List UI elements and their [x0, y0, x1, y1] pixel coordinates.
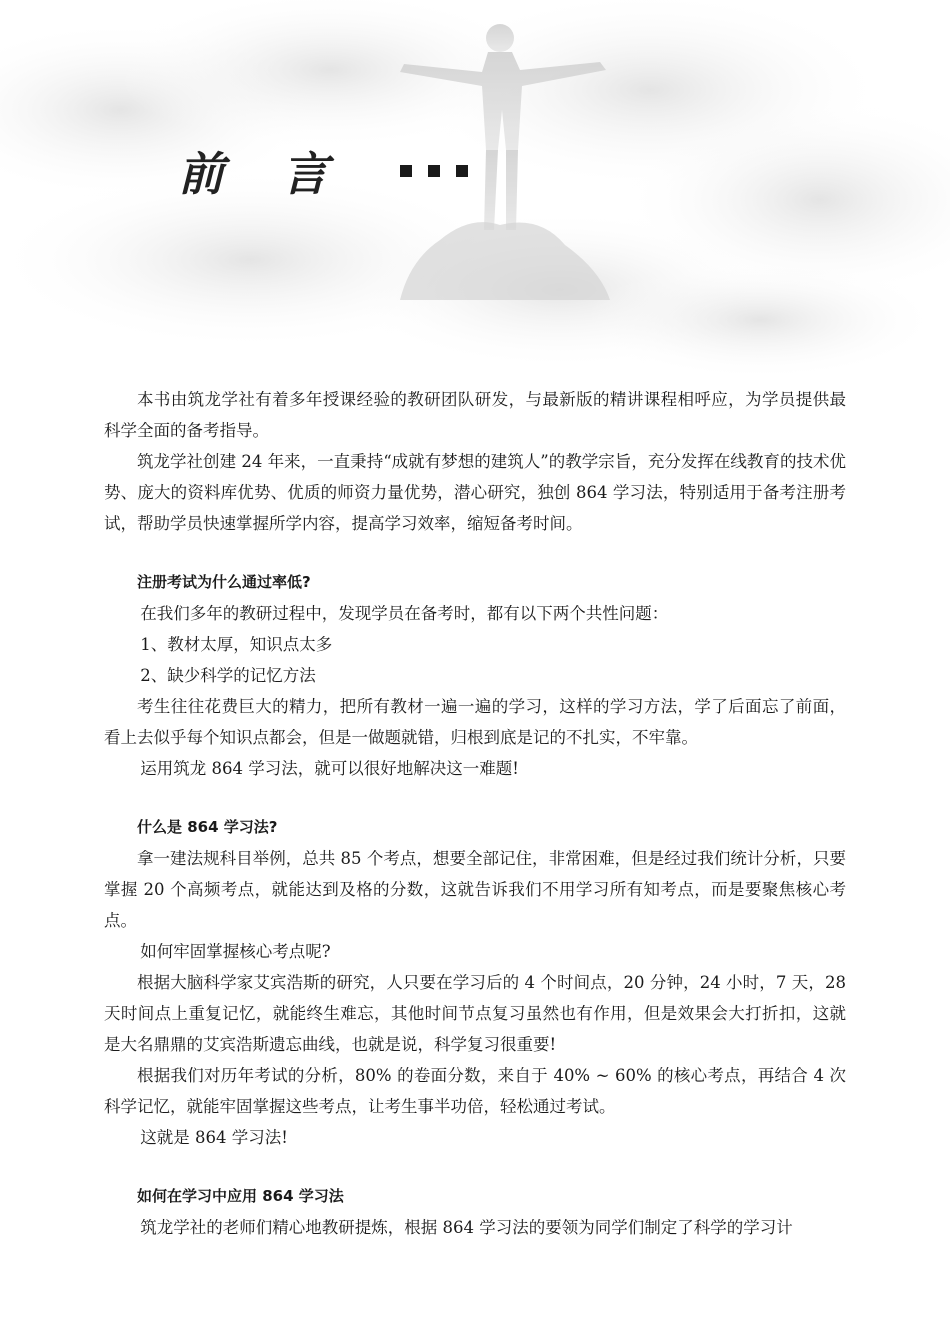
title-char-yan: 言	[282, 147, 328, 201]
dot-3	[456, 165, 468, 177]
header-illustration	[0, 0, 950, 380]
page-title	[178, 138, 468, 204]
dot-2	[428, 165, 440, 177]
preface-body	[104, 384, 846, 1243]
dot-1	[400, 165, 412, 177]
section-heading-apply-method: 如何在学习中应用 864 学习法	[137, 1187, 344, 1205]
list-item-2: 2、缺少科学的记忆方法	[140, 666, 316, 685]
title-char-qian: 前	[178, 147, 224, 201]
section-heading-864-method: 什么是 864 学习法?	[137, 818, 278, 836]
section-heading-pass-rate: 注册考试为什么通过率低?	[137, 573, 311, 591]
section2-paragraph-5: 这就是 864 学习法!	[140, 1128, 288, 1147]
section2-paragraph-2: 如何牢固掌握核心考点呢?	[140, 942, 331, 961]
section3-paragraph-1: 筑龙学社的老师们精心地教研提炼，根据 864 学习法的要领为同学们制定了科学的学习计	[140, 1218, 793, 1237]
section2-paragraph-3: 根据大脑科学家艾宾浩斯的研究，人只要在学习后的 4 个时间点，20 分钟，24 小时，7 天，28 天时间点上重复记忆，就能终生难忘，其他时间节点复习虽然也有作用，但是效果会大打折扣，这就是大名鼎鼎的艾宾浩斯遗忘曲线，也就是说，科学复习很重要!	[104, 973, 846, 1054]
intro-paragraph-2: 筑龙学社创建 24 年来，一直秉持“成就有梦想的建筑人”的教学宗旨，充分发挥在线教育的技术优势、庞大的资料库优势、优质的师资力量优势，潜心研究，独创 864 学习法，特别适用于备考注册考试，帮助学员快速掌握所学内容，提高学习效率，缩短备考时间。	[104, 452, 846, 533]
title-dots	[400, 165, 468, 177]
section2-paragraph-1: 拿一建法规科目举例，总共 85 个考点，想要全部记住，非常困难，但是经过我们统计分析，只要掌握 20 个高频考点，就能达到及格的分数，这就告诉我们不用学习所有知考点，而是要聚焦核心考点。	[104, 849, 846, 930]
list-item-1: 1、教材太厚，知识点太多	[140, 635, 333, 654]
intro-paragraph-1: 本书由筑龙学社有着多年授课经验的教研团队研发，与最新版的精讲课程相呼应，为学员提供最科学全面的备考指导。	[104, 390, 846, 440]
section1-intro: 在我们多年的教研过程中，发现学员在备考时，都有以下两个共性问题：	[140, 604, 669, 623]
clouds-and-figure-image	[0, 0, 950, 380]
section1-body: 考生往往花费巨大的精力，把所有教材一遍一遍的学习，这样的学习方法，学了后面忘了前面，看上去似乎每个知识点都会，但是一做题就错，归根到底是记的不扎实，不牢靠。	[104, 697, 846, 747]
section2-paragraph-4: 根据我们对历年考试的分析，80% 的卷面分数，来自于 40% ~ 60% 的核心考点，再结合 4 次科学记忆，就能牢固掌握这些考点，让考生事半功倍，轻松通过考试。	[104, 1066, 846, 1116]
section1-closing: 运用筑龙 864 学习法，就可以很好地解决这一难题!	[140, 759, 519, 778]
